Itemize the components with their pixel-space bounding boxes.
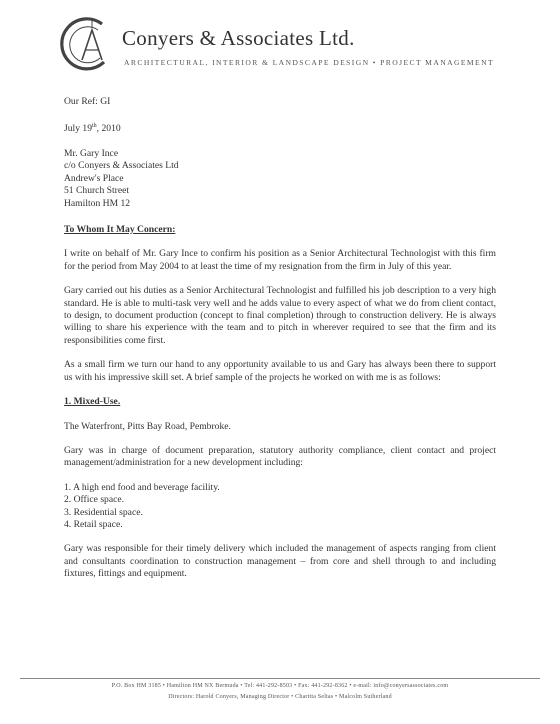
salutation: To Whom It May Concern: xyxy=(64,224,176,236)
address-line: Hamilton HM 12 xyxy=(64,197,131,209)
footer-divider xyxy=(20,678,540,679)
letter-date xyxy=(64,120,496,136)
project-intro: Gary was in charge of document preparation, statutory authority compliance, client contact and project management/administration for a new development including: xyxy=(64,444,496,469)
list-item: 2. Office space. xyxy=(64,494,125,506)
date-year: , 2010 xyxy=(96,123,121,135)
paragraph: As a small firm we turn our hand to any opportunity available to us and Gary has always been there to support us with his impressive skill set. A brief sample of the projects he worked on with me is as follows: xyxy=(64,359,496,383)
paragraph: I write on behalf of Mr. Gary Ince to confirm his position as a Senior Architectural Technologist with this firm for the period from May 2004 to at least the time of my resignation from the firm in July of this year. xyxy=(64,248,496,272)
paragraph: Gary carried out his duties as a Senior Architectural Technologist and fulfilled his job description to a very high standard. He is able to multi-task very well and he adds value to every aspect of what we do from client contact, to design, to document production (concept to final completion) through to construction delivery. He is always willing to share his experience with the team and to pitch in wherever required to see that the firm and its responsibilities come first. xyxy=(64,285,496,346)
recipient-address xyxy=(64,148,496,210)
address-line: Mr. Gary Ince xyxy=(64,148,119,159)
letter-body xyxy=(64,96,496,581)
list-item: 3. Residential space. xyxy=(64,506,143,518)
company-tagline: ARCHITECTURAL, INTERIOR & LANDSCAPE DESIGN • PROJECT MANAGEMENT xyxy=(124,58,495,67)
date-main: July 19 xyxy=(64,123,92,135)
address-line: c/o Conyers & Associates Ltd xyxy=(64,160,179,172)
date-suffix: th xyxy=(92,123,97,130)
address-line: 51 Church Street xyxy=(64,185,130,197)
project-list xyxy=(64,482,496,532)
project-name: The Waterfront, Pitts Bay Road, Pembroke. xyxy=(64,420,231,432)
address-line: Andrew's Place xyxy=(64,172,124,184)
reference-line: Our Ref: GI xyxy=(64,96,111,107)
section-heading: 1. Mixed-Use. xyxy=(64,396,121,408)
footer-contact: P.O. Box HM 3185 • Hamilton HM NX Bermuda • Tel: 441-292-8503 • Fax: 441-292-8362 • e-mail: info@conyersassociates.com xyxy=(111,683,449,689)
closing-paragraph: Gary was responsible for their timely delivery which included the management of aspects ranging from client and consultants coordination to construction management – from core and shell through to and including fixtures, fittings and equipment. xyxy=(64,543,496,580)
footer-directors: Directors: Harold Conyers, Managing Director • Charitta Seltas • Malcolm Sutherland xyxy=(168,694,392,700)
list-item: 4. Retail space. xyxy=(64,518,123,530)
company-name: Conyers & Associates Ltd. xyxy=(122,26,355,50)
list-item: 1. A high end food and beverage facility. xyxy=(64,481,220,493)
company-logo xyxy=(54,14,116,76)
